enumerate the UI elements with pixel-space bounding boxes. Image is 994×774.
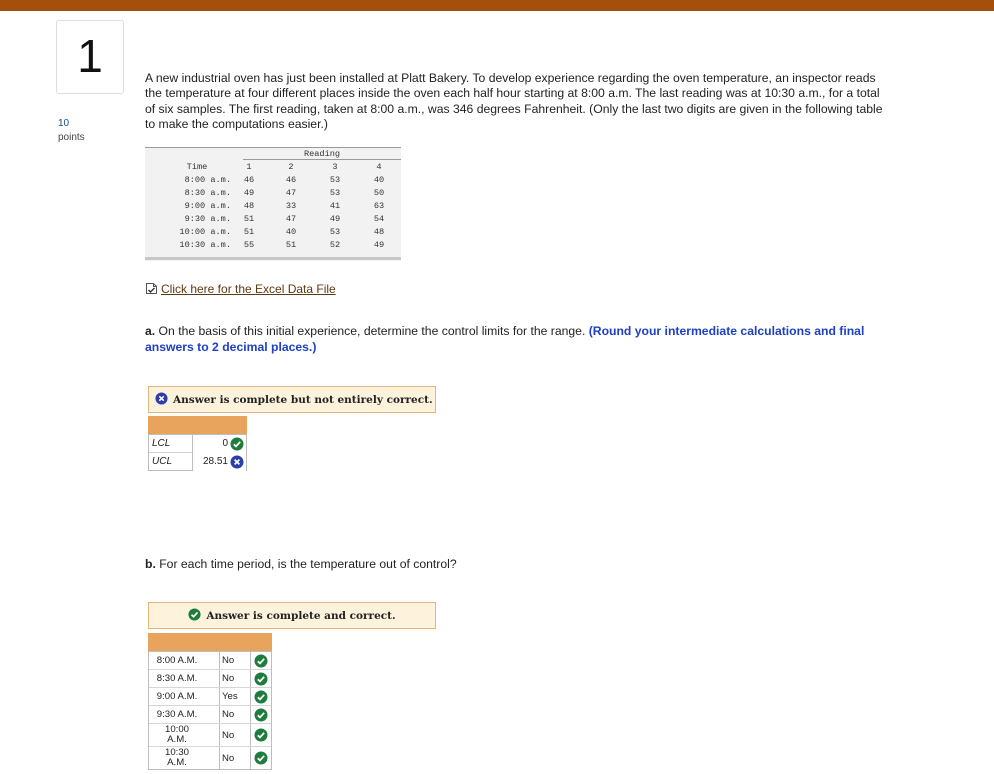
reading-cell: 41 <box>329 201 341 211</box>
control-answer-select[interactable]: No <box>219 706 251 723</box>
reading-cell: 51 <box>285 240 297 250</box>
points-value: 10 <box>58 118 70 129</box>
part-a-text: On the basis of this initial experience, determine the control limits for the range. <box>155 324 589 338</box>
table-row <box>149 652 271 670</box>
table-header-row <box>145 162 401 175</box>
question-number: 1 <box>77 30 103 82</box>
reading-cell: 33 <box>285 201 297 211</box>
reading-cell: 40 <box>373 175 385 185</box>
part-b-banner-text: Answer is complete and correct. <box>206 609 396 622</box>
table-row <box>145 240 401 253</box>
table-row <box>149 706 271 724</box>
part-b-lead: b. <box>145 557 156 571</box>
table-top-rule <box>145 147 401 148</box>
reading-cell: 52 <box>329 240 341 250</box>
check-circle-icon <box>254 728 268 745</box>
table-row <box>149 670 271 688</box>
reading-cell: 49 <box>243 188 255 198</box>
table-row <box>145 188 401 201</box>
time-cell: 8:00 a.m. <box>184 175 231 185</box>
control-limits-table <box>148 434 247 471</box>
reading-cell: 46 <box>243 175 255 185</box>
table-row <box>145 201 401 214</box>
lcl-input[interactable] <box>192 435 246 453</box>
x-circle-icon <box>230 455 244 472</box>
ucl-input[interactable] <box>192 453 246 471</box>
ucl-value: 28.51 <box>202 456 228 467</box>
reading-cell: 49 <box>329 214 341 224</box>
column-header: 4 <box>376 162 382 172</box>
x-circle-icon <box>155 392 168 408</box>
table-bottom-rule <box>145 257 401 260</box>
ucl-row <box>149 453 246 471</box>
time-cell: 8:30 a.m. <box>184 188 231 198</box>
readings-table <box>145 147 401 261</box>
control-answer-select[interactable]: Yes <box>219 688 251 705</box>
check-circle-icon <box>230 437 244 454</box>
lcl-label: LCL <box>152 438 171 449</box>
time-period-label: 10:30 A.M. <box>164 747 189 768</box>
question-number-box <box>56 20 124 94</box>
time-cell: 9:00 a.m. <box>184 201 231 211</box>
time-cell: 10:00 a.m. <box>179 227 231 237</box>
time-period-label: 8:00 A.M. <box>156 654 198 666</box>
question-text: A new industrial oven has just been installed at Platt Bakery. To develop experience regarding the oven temperature, an inspector reads the temperature at four different places inside the oven each half hour starting at 8:00 a.m. The last reading was at 10:30 a.m., for a total of six samples. The first reading, taken at 8:00 a.m., was 346 degrees Fahrenheit. (Only the last two digits are given in the following table to make the computations easier.) <box>145 71 883 132</box>
column-header: 1 <box>246 162 252 172</box>
control-answer-select[interactable]: No <box>219 747 251 769</box>
reading-cell: 53 <box>329 175 341 185</box>
reading-cell: 47 <box>285 188 297 198</box>
table-row <box>145 227 401 240</box>
part-a-result-banner <box>148 386 436 413</box>
reading-cell: 47 <box>285 214 297 224</box>
part-a-instruction: (Round your intermediate calculations and final answers to 2 decimal places.) <box>145 324 865 354</box>
column-header: 2 <box>288 162 294 172</box>
check-circle-icon <box>188 608 201 624</box>
reading-cell: 54 <box>373 214 385 224</box>
reading-cell: 63 <box>373 201 385 211</box>
ucl-label: UCL <box>152 456 173 467</box>
part-b-prompt <box>145 557 457 571</box>
excel-link-text: Click here for the Excel Data File <box>161 282 336 296</box>
column-header: 3 <box>332 162 338 172</box>
part-a-prompt <box>145 324 890 355</box>
control-status-table <box>148 651 272 770</box>
reading-cell: 51 <box>243 214 255 224</box>
reading-cell: 53 <box>329 227 341 237</box>
check-circle-icon <box>254 672 268 689</box>
control-answer-select[interactable]: No <box>219 724 251 746</box>
table-row <box>145 214 401 227</box>
table-row <box>149 688 271 706</box>
part-a-banner-text: Answer is complete but not entirely correct. <box>173 393 433 406</box>
reading-cell: 55 <box>243 240 255 250</box>
lcl-row <box>149 435 246 453</box>
control-answer-select[interactable]: No <box>219 652 251 669</box>
reading-cell: 51 <box>243 227 255 237</box>
time-cell: 9:30 a.m. <box>184 214 231 224</box>
check-circle-icon <box>254 751 268 768</box>
reading-cell: 48 <box>373 227 385 237</box>
part-b-table-header <box>148 633 272 651</box>
check-circle-icon <box>254 690 268 707</box>
time-period-label: 9:30 A.M. <box>156 708 198 720</box>
document-icon <box>145 282 158 298</box>
time-period-label: 8:30 A.M. <box>156 672 198 684</box>
top-bar <box>0 0 994 11</box>
time-cell: 10:30 a.m. <box>179 240 231 250</box>
time-header: Time <box>186 162 208 172</box>
reading-cell: 40 <box>285 227 297 237</box>
part-a-table-header <box>148 416 247 434</box>
points-label: points <box>58 132 85 143</box>
table-row <box>149 724 271 747</box>
table-row <box>149 747 271 769</box>
part-b-text: For each time period, is the temperature out of control? <box>155 557 457 571</box>
lcl-value: 0 <box>222 438 228 449</box>
table-row <box>145 175 401 188</box>
reading-cell: 53 <box>329 188 341 198</box>
time-period-label: 9:00 A.M. <box>156 690 198 702</box>
time-period-label: 10:00 A.M. <box>164 724 189 745</box>
part-b-result-banner <box>148 602 436 629</box>
reading-group-header: Reading <box>303 149 341 159</box>
reading-cell: 49 <box>373 240 385 250</box>
part-a-lead: a. <box>145 324 156 338</box>
check-circle-icon <box>254 654 268 671</box>
reading-header-rule <box>243 159 401 160</box>
reading-cell: 50 <box>373 188 385 198</box>
check-circle-icon <box>254 708 268 725</box>
reading-cell: 48 <box>243 201 255 211</box>
control-answer-select[interactable]: No <box>219 670 251 687</box>
excel-data-file-link[interactable] <box>145 282 336 298</box>
reading-cell: 46 <box>285 175 297 185</box>
